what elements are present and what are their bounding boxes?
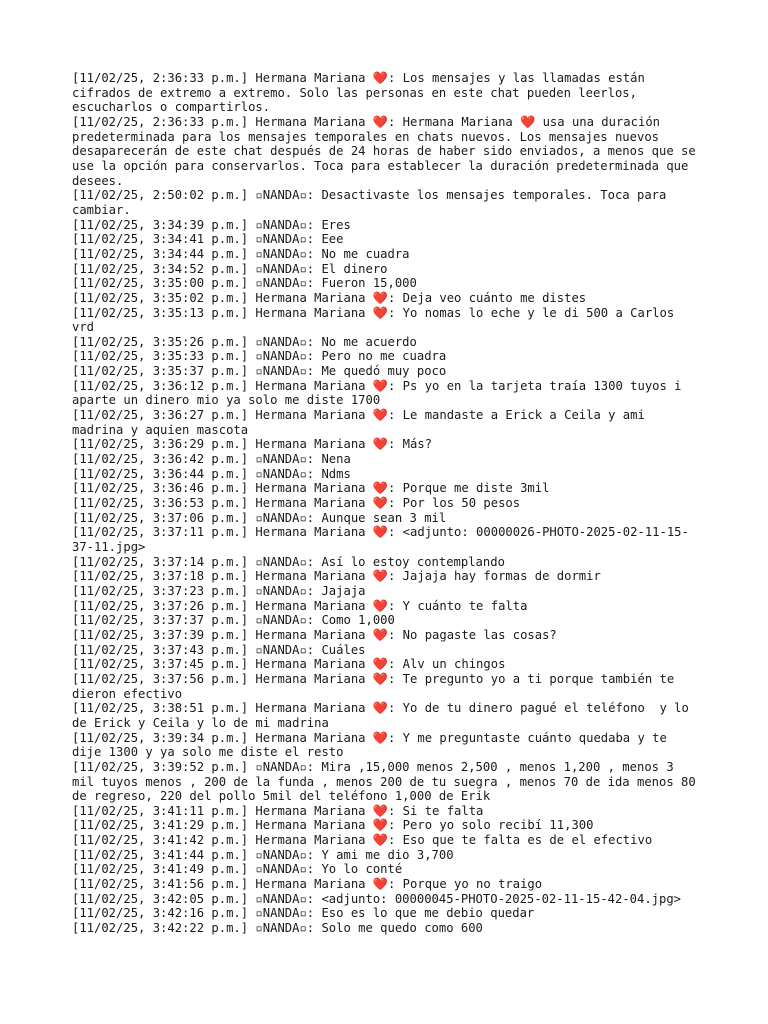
chat-message-line: [11/02/25, 3:41:49 p.m.] ▫NANDA▫: Yo lo conté [72,862,403,877]
chat-message-line: [11/02/25, 3:37:06 p.m.] ▫NANDA▫: Aunque sean 3 mil [72,510,447,525]
chat-message-line: [11/02/25, 3:37:39 p.m.] Hermana Mariana ❤️: No pagaste las cosas? [72,627,557,642]
chat-message-line: [11/02/25, 3:41:42 p.m.] Hermana Mariana ❤️: Eso que te falta es de el efectivo [72,833,653,848]
chat-message-line: [11/02/25, 3:34:44 p.m.] ▫NANDA▫: No me cuadra [72,246,410,261]
chat-message-line: [11/02/25, 3:37:26 p.m.] Hermana Mariana ❤️: Y cuánto te falta [72,598,528,613]
chat-message-line: [11/02/25, 3:36:46 p.m.] Hermana Mariana ❤️: Porque me diste 3mil [72,481,550,496]
chat-message-line: [11/02/25, 3:35:26 p.m.] ▫NANDA▫: No me acuerdo [72,334,417,349]
chat-message-line: [11/02/25, 3:35:02 p.m.] Hermana Mariana ❤️: Deja veo cuánto me distes [72,290,587,305]
chat-message-line: [11/02/25, 3:36:12 p.m.] Hermana Mariana ❤️: Ps yo en la tarjeta traía 1300 tuyos i aparte un dinero mio ya solo me diste 1700 [72,378,689,408]
chat-message-line: [11/02/25, 3:37:14 p.m.] ▫NANDA▫: Así lo estoy contemplando [72,554,505,569]
chat-message-line: [11/02/25, 3:34:52 p.m.] ▫NANDA▫: El dinero [72,261,388,276]
chat-message-line: [11/02/25, 3:37:45 p.m.] Hermana Mariana ❤️: Alv un chingos [72,657,506,672]
chat-message-line: [11/02/25, 3:37:18 p.m.] Hermana Mariana ❤️: Jajaja hay formas de dormir [72,569,601,584]
chat-message-line: [11/02/25, 3:38:51 p.m.] Hermana Mariana ❤️: Yo de tu dinero pagué el teléfono y lo de Erick y Ceila y lo de mi madrina [72,701,697,730]
chat-message-line: [11/02/25, 3:36:27 p.m.] Hermana Mariana ❤️: Le mandaste a Erick a Ceila y ami madrina y aquien mascota [72,408,653,437]
chat-message-line: [11/02/25, 3:35:33 p.m.] ▫NANDA▫: Pero no me cuadra [72,349,447,364]
chat-message-line: [11/02/25, 3:37:56 p.m.] Hermana Mariana ❤️: Te pregunto yo a ti porque también te dieron efectivo [72,671,682,701]
chat-message-line: [11/02/25, 3:36:42 p.m.] ▫NANDA▫: Nena [72,452,351,467]
chat-message-line: [11/02/25, 3:37:23 p.m.] ▫NANDA▫: Jajaja [72,583,366,598]
chat-message-line: [11/02/25, 3:39:52 p.m.] ▫NANDA▫: Mira ,15,000 menos 2,500 , menos 1,200 , menos 3 mil tuyos menos , 200 de la funda , menos 200 de tu suegra , menos 70 de ida menos 80 de regreso, 220 del pollo 5mil del teléfono 1,000 de Erik [72,759,704,804]
chat-message-line: [11/02/25, 3:35:13 p.m.] Hermana Mariana ❤️: Yo nomas lo eche y le di 500 a Carlos vrd [72,305,682,335]
chat-message-line: [11/02/25, 3:35:00 p.m.] ▫NANDA▫: Fueron 15,000 [72,276,417,291]
chat-message-line: [11/02/25, 3:42:05 p.m.] ▫NANDA▫: <adjunto: 00000045-PHOTO-2025-02-11-15-42-04.jpg> [72,891,682,906]
chat-message-line: [11/02/25, 3:37:43 p.m.] ▫NANDA▫: Cuáles [72,642,366,657]
chat-message-line: [11/02/25, 3:35:37 p.m.] ▫NANDA▫: Me quedó muy poco [72,364,447,379]
chat-message-line: [11/02/25, 3:36:44 p.m.] ▫NANDA▫: Ndms [72,466,351,481]
chat-message-line: [11/02/25, 3:36:29 p.m.] Hermana Mariana ❤️: Más? [72,437,433,452]
chat-message-line: [11/02/25, 3:41:44 p.m.] ▫NANDA▫: Y ami me dio 3,700 [72,847,454,862]
chat-message-line: [11/02/25, 3:42:22 p.m.] ▫NANDA▫: Solo me quedo como 600 [72,921,483,936]
chat-message-line: [11/02/25, 2:50:02 p.m.] ▫NANDA▫: Desactivaste los mensajes temporales. Toca para cambiar. [72,188,674,217]
chat-message-line: [11/02/25, 3:37:11 p.m.] Hermana Mariana ❤️: <adjunto: 00000026-PHOTO-2025-02-11-15-37-11.jpg> [72,525,689,554]
chat-message-line: [11/02/25, 3:42:16 p.m.] ▫NANDA▫: Eso es lo que me debio quedar [72,906,535,921]
chat-message-line: [11/02/25, 3:36:53 p.m.] Hermana Mariana ❤️: Por los 50 pesos [72,496,521,511]
chat-transcript [72,71,702,936]
chat-message-line: [11/02/25, 3:41:29 p.m.] Hermana Mariana ❤️: Pero yo solo recibí 11,300 [72,818,594,833]
chat-message-line: [11/02/25, 3:37:37 p.m.] ▫NANDA▫: Como 1,000 [72,613,395,628]
chat-message-line: [11/02/25, 2:36:33 p.m.] Hermana Mariana ❤️: Los mensajes y las llamadas están cifrados de extremo a extremo. Solo las personas en este chat pueden leerlos, escucharlos o compartirlos. [72,71,653,115]
chat-message-line: [11/02/25, 3:41:11 p.m.] Hermana Mariana ❤️: Si te falta [72,803,484,818]
chat-message-line: [11/02/25, 2:36:33 p.m.] Hermana Mariana ❤️: Hermana Mariana ❤️ usa una duración predeterminada para los mensajes temporales en chats nuevos. Los mensajes nuevos desaparecerán de este chat después de 24 horas de haber sido enviados, a menos que se use la opción para conservarlos. Toca para establecer la duración predeterminada que desees. [72,114,704,188]
chat-message-line: [11/02/25, 3:34:41 p.m.] ▫NANDA▫: Eee [72,232,344,247]
chat-message-line: [11/02/25, 3:39:34 p.m.] Hermana Mariana ❤️: Y me preguntaste cuánto quedaba y te dije 1300 y ya solo me diste el resto [72,730,675,760]
chat-message-line: [11/02/25, 3:34:39 p.m.] ▫NANDA▫: Eres [72,217,351,232]
chat-message-line: [11/02/25, 3:41:56 p.m.] Hermana Mariana ❤️: Porque yo no traigo [72,877,543,892]
